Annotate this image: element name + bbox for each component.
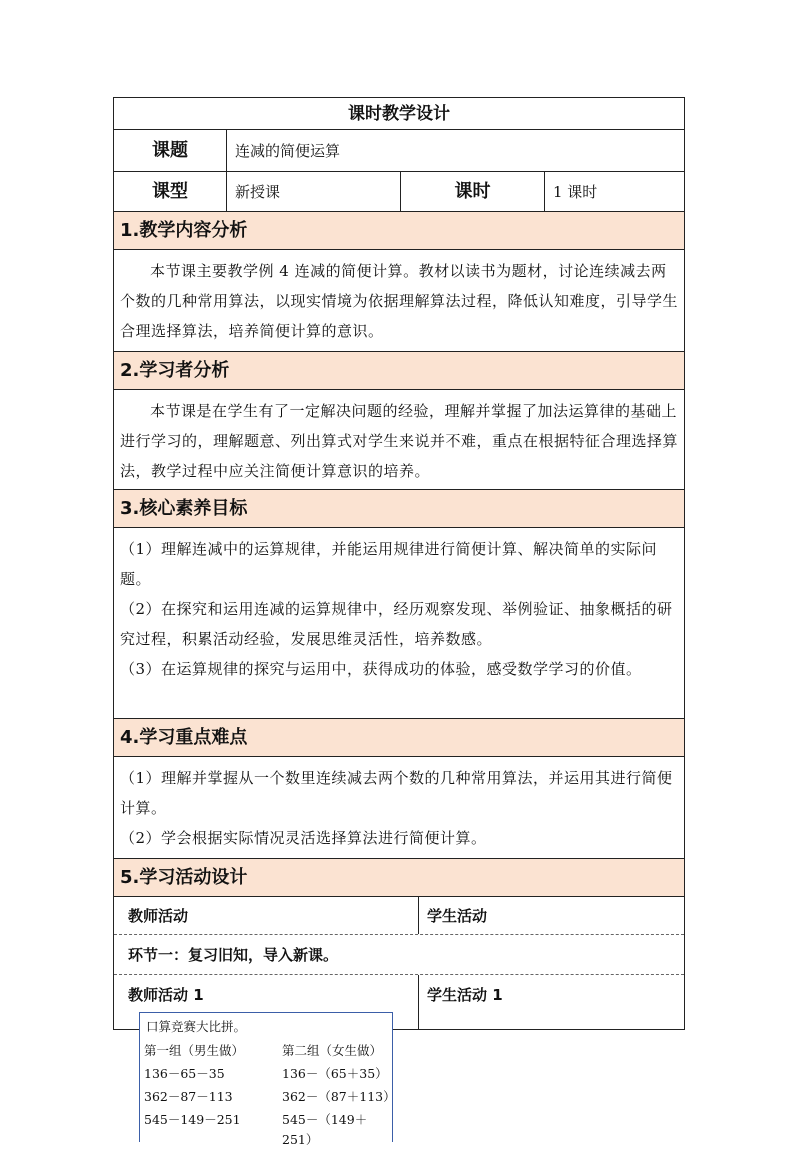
expression-row [142, 1064, 390, 1084]
group-2-label: 第二组（女生做） [282, 1043, 383, 1058]
student-activity-header: 学生活动 [427, 907, 488, 925]
goal-item-1: （1）理解连减中的运算规律，并能运用规律进行简便计算、解决简单的实际问题。 [120, 540, 658, 588]
section-3-heading: 3.核心素养目标 [114, 490, 684, 528]
expression-left: 136－65－35 [144, 1066, 225, 1081]
goal-item-2: （2）在探究和运用连减的运算规律中，经历观察发现、举例验证、抽象概括的研究过程，积累活动经验，发展思维灵活性，培养数感。 [120, 600, 673, 648]
section-4-heading: 4.学习重点难点 [114, 719, 684, 757]
group-1-label: 第一组（男生做） [144, 1043, 245, 1058]
hours-label: 课时 [401, 172, 545, 211]
expression-right: 136－（65＋35） [282, 1066, 388, 1081]
expression-row [142, 1087, 396, 1107]
key-point-1: （1）理解并掌握从一个数里连续减去两个数的几种常用算法，并运用其进行简便计算。 [120, 769, 673, 817]
section-3-list [114, 528, 684, 719]
expression-right: 545－（149＋251） [282, 1112, 368, 1147]
section-4-list [114, 757, 684, 859]
section-2-heading: 2.学习者分析 [114, 352, 684, 390]
section-1-heading: 1.教学内容分析 [114, 212, 684, 250]
topic-row [114, 130, 684, 172]
oral-calculation-box [139, 1012, 396, 1147]
teacher-activity-header: 教师活动 [114, 897, 419, 934]
expression-row [142, 1110, 390, 1147]
lesson-plan-table [113, 97, 685, 1030]
expression-left: 362－87－113 [144, 1089, 233, 1104]
expression-left: 545－149－251 [144, 1112, 241, 1127]
content-analysis-paragraph: 本节课主要教学例 4 连减的简便计算。教材以读书为题材，讨论连续减去两个数的几种常用算法，以现实情境为依据理解算法过程，降低认知难度，引导学生合理选择算法，培养简便计算的意识。 [120, 262, 679, 340]
section-2-text [114, 390, 684, 490]
topic-value: 连减的简便运算 [235, 142, 341, 160]
section-5-heading: 5.学习活动设计 [114, 859, 684, 897]
section-1-text [114, 250, 684, 352]
type-value: 新授课 [227, 172, 401, 211]
group-header-row [142, 1041, 390, 1061]
student-activity-1: 学生活动 1 [427, 986, 503, 1004]
type-label: 课型 [114, 172, 227, 211]
topic-label: 课题 [114, 130, 227, 171]
hours-value: 1 课时 [553, 183, 598, 201]
type-row [114, 172, 684, 212]
activity-header-row [114, 897, 684, 935]
teacher-activity-1: 教师活动 1 [114, 975, 419, 1029]
document-title: 课时教学设计 [114, 98, 684, 130]
stage-1-title: 环节一：复习旧知，导入新课。 [114, 935, 684, 975]
key-point-2: （2）学会根据实际情况灵活选择算法进行简便计算。 [120, 829, 487, 847]
expression-right: 362－（87＋113） [282, 1089, 396, 1104]
learner-analysis-paragraph: 本节课是在学生有了一定解决问题的经验，理解并掌握了加法运算律的基础上进行学习的，理解题意、列出算式对学生来说并不难，重点在根据特征合理选择算法，教学过程中应关注简便计算意识的培养。 [120, 402, 679, 480]
box-heading: 口算竞赛大比拼。 [146, 1019, 247, 1034]
goal-item-3: （3）在运算规律的探究与运用中，获得成功的体验，感受数学学习的价值。 [120, 660, 642, 678]
